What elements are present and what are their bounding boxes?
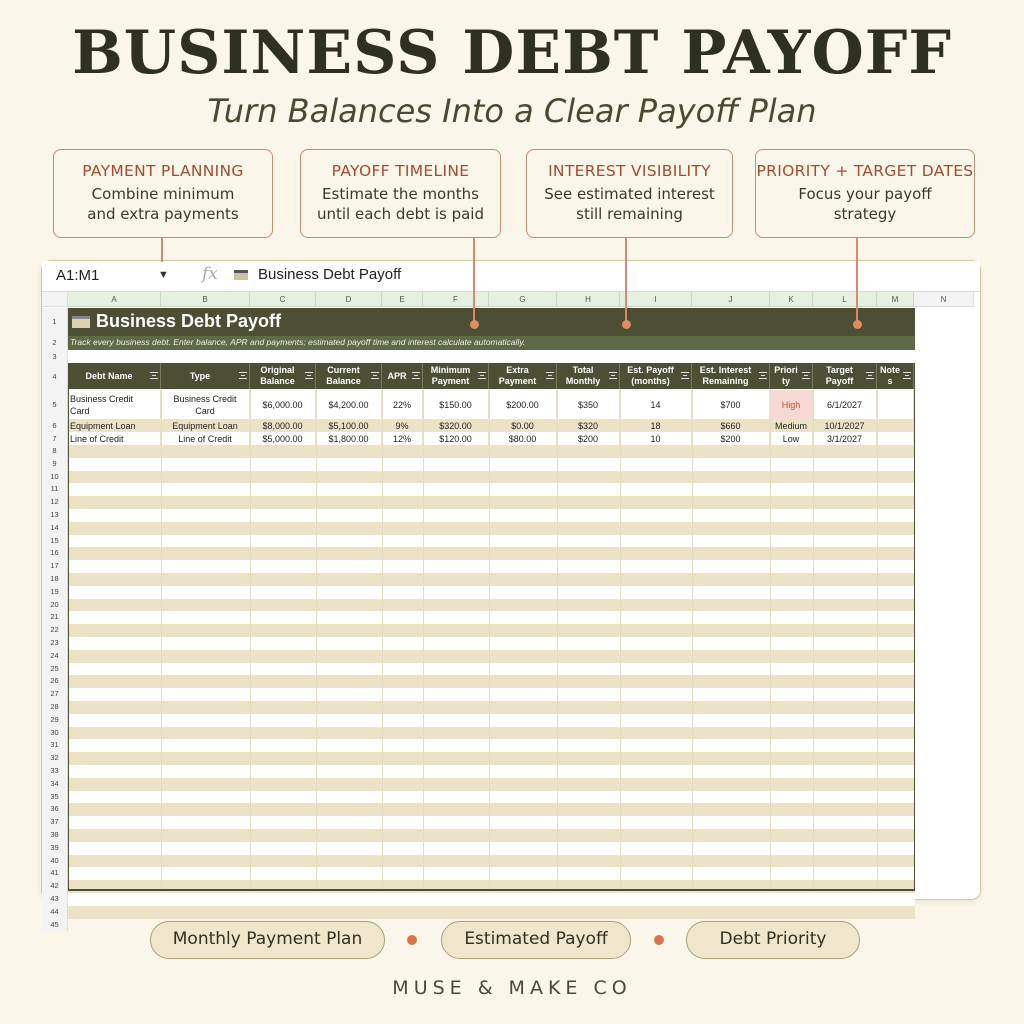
row-header[interactable]: 41: [42, 867, 68, 880]
table-cell-current[interactable]: [316, 390, 382, 419]
row-header[interactable]: 17: [42, 560, 68, 573]
callout-description: Combine minimum: [91, 185, 235, 203]
table-cell-name[interactable]: [68, 390, 161, 419]
row-header[interactable]: 25: [42, 663, 68, 676]
feature-pill: Estimated Payoff: [441, 921, 631, 959]
cell-value: 14: [650, 399, 661, 410]
table-cell-minimum[interactable]: [423, 419, 489, 432]
cell-value: [70, 420, 136, 432]
row-header[interactable]: 42: [42, 880, 68, 893]
cell-value: [70, 393, 133, 417]
table-header-text: Est. Interest: [699, 365, 752, 375]
filter-icon[interactable]: [305, 372, 313, 379]
table-cell-extra[interactable]: [489, 419, 557, 432]
table-header-text: Original: [260, 365, 295, 375]
cell-text: Line of Credit: [178, 433, 232, 444]
cell-text: Card: [195, 405, 215, 416]
row-header[interactable]: 35: [42, 791, 68, 804]
callout-connector: [161, 238, 163, 262]
table-header-label: [499, 365, 537, 387]
money-icon: [72, 316, 90, 328]
row-stripe: [68, 586, 915, 599]
row-header[interactable]: 28: [42, 701, 68, 714]
row-header[interactable]: 3: [42, 350, 68, 363]
filter-icon[interactable]: [802, 372, 810, 379]
table-header[interactable]: [250, 363, 316, 389]
table-header[interactable]: [161, 363, 250, 389]
table-header[interactable]: [423, 363, 489, 389]
table-header-label: [326, 365, 361, 387]
money-icon: [234, 270, 248, 280]
column-header-k[interactable]: K: [770, 292, 813, 307]
table-header-text: Target: [826, 365, 853, 375]
row-header[interactable]: 31: [42, 739, 68, 752]
table-header-text: Priori: [774, 365, 798, 375]
sheet-description-banner: [68, 336, 915, 350]
row-header[interactable]: 19: [42, 586, 68, 599]
table-header-text: Payoff: [825, 376, 854, 386]
row-header[interactable]: 40: [42, 855, 68, 868]
table-cell-target[interactable]: [813, 432, 877, 445]
sheet-title-banner: [68, 308, 915, 336]
column-header-a[interactable]: A: [68, 292, 161, 307]
callout-box: [53, 149, 273, 238]
cell-value: 3/1/2027: [826, 433, 863, 444]
table-header[interactable]: [692, 363, 770, 389]
row-stripe: [68, 483, 915, 496]
table-header-text: APR: [387, 370, 407, 381]
cell-text: Card: [70, 405, 90, 416]
row-stripe: [68, 637, 915, 650]
sheet-title: Business Debt Payoff: [96, 311, 282, 331]
cell-value: Medium: [774, 420, 807, 431]
table-header-label: [260, 365, 295, 387]
cell-value: $1,800.00: [328, 433, 369, 444]
filter-icon[interactable]: [759, 372, 767, 379]
table-header[interactable]: [620, 363, 692, 389]
callout-title: PRIORITY + TARGET DATES: [756, 162, 974, 180]
row-header[interactable]: 11: [42, 483, 68, 496]
table-cell-priority[interactable]: [770, 390, 813, 419]
table-header[interactable]: [813, 363, 877, 389]
row-header[interactable]: 44: [42, 906, 68, 919]
cell-value: $200: [577, 433, 599, 444]
main-title: BUSINESS DEBT PAYOFF: [72, 18, 952, 88]
row-stripe: [68, 547, 915, 560]
table-cell-current[interactable]: [316, 432, 382, 445]
callout-title: PAYOFF TIMELINE: [331, 162, 470, 180]
subtitle: Turn Balances Into a Clear Payoff Plan: [207, 92, 817, 130]
row-header[interactable]: 1: [42, 308, 68, 336]
table-header-text: Type: [189, 370, 211, 381]
row-header[interactable]: 33: [42, 765, 68, 778]
callout-box: [300, 149, 501, 238]
row-header[interactable]: 10: [42, 471, 68, 484]
cell-value: 12%: [392, 433, 411, 444]
filter-icon[interactable]: [478, 372, 486, 379]
column-header-g[interactable]: G: [489, 292, 557, 307]
table-header-label: [85, 371, 132, 382]
row-stripe: [68, 842, 915, 855]
row-header[interactable]: 7: [42, 432, 68, 445]
table-header-text: Balance: [260, 376, 295, 386]
table-header-text: Current: [327, 365, 360, 375]
column-header-i[interactable]: I: [620, 292, 692, 307]
cell-value: $4,200.00: [328, 399, 369, 410]
table-cell-name[interactable]: [68, 419, 161, 432]
separator-dot: [654, 935, 664, 945]
row-header[interactable]: 6: [42, 419, 68, 432]
cell-value: $6,000.00: [262, 399, 303, 410]
cell-value: $150.00: [439, 399, 472, 410]
table-header-text: Remaining: [702, 376, 749, 386]
cell-value: Low: [782, 433, 800, 444]
row-stripe: [68, 906, 915, 919]
callout-title: INTEREST VISIBILITY: [548, 162, 711, 180]
row-header[interactable]: 23: [42, 637, 68, 650]
row-stripe: [68, 599, 915, 612]
table-header-label: [566, 365, 601, 387]
row-stripe: [68, 816, 915, 829]
table-cell-type[interactable]: [161, 390, 250, 419]
row-stripe: [68, 803, 915, 816]
cell-value: $5,100.00: [328, 420, 369, 431]
table-cell-notes[interactable]: [877, 419, 914, 432]
row-stripe: [68, 471, 915, 484]
fx-icon: fx: [202, 264, 218, 284]
table-header-text: (months): [631, 376, 670, 386]
column-header-n[interactable]: N: [914, 292, 974, 307]
table-cell-notes[interactable]: [877, 432, 914, 445]
row-stripe: [68, 611, 915, 624]
row-header[interactable]: 32: [42, 752, 68, 765]
cell-value: $5,000.00: [262, 433, 303, 444]
row-stripe: [68, 535, 915, 548]
row-stripe: [68, 663, 915, 676]
cell-value: $350: [577, 399, 599, 410]
separator-dot: [407, 935, 417, 945]
feature-pill: Monthly Payment Plan: [150, 921, 385, 959]
table-cell-name[interactable]: [68, 432, 161, 445]
cell-value: 18: [650, 420, 661, 431]
table-header-text: Payment: [431, 376, 470, 386]
column-header-f[interactable]: F: [423, 292, 489, 307]
table-cell-minimum[interactable]: [423, 390, 489, 419]
row-stripe: [68, 855, 915, 868]
table-cell-minimum[interactable]: [423, 432, 489, 445]
row-stripe: [68, 496, 915, 509]
callout-connector: [473, 238, 475, 322]
sheet-description: Track every business debt. Enter balance, APR and payments; estimated payoff time and interest calculate automatically.: [70, 337, 526, 347]
table-cell-original[interactable]: [250, 419, 316, 432]
row-header[interactable]: 9: [42, 458, 68, 471]
callout-box: [755, 149, 975, 238]
cell-value: High: [781, 399, 801, 410]
cell-value: $200: [720, 433, 741, 444]
row-header[interactable]: 24: [42, 650, 68, 663]
cell-value: $320: [577, 420, 599, 431]
column-header-d[interactable]: D: [316, 292, 382, 307]
table-border: [914, 363, 915, 890]
table-header-text: Debt Name: [85, 370, 133, 381]
table-header[interactable]: [770, 363, 813, 389]
cell-text: Line of Credit: [70, 433, 124, 444]
table-cell-type[interactable]: [161, 432, 250, 445]
select-all-corner[interactable]: [42, 292, 68, 307]
callout-title: PAYMENT PLANNING: [82, 162, 244, 180]
table-header-text: Total: [572, 365, 594, 375]
row-stripe: [68, 509, 915, 522]
callout-description: and extra payments: [87, 205, 239, 223]
table-cell-priority[interactable]: [770, 419, 813, 432]
filter-icon[interactable]: [903, 372, 911, 379]
table-cell-months[interactable]: [620, 390, 692, 419]
row-header[interactable]: 29: [42, 714, 68, 727]
column-header-j[interactable]: J: [692, 292, 770, 307]
table-header-label: [190, 371, 210, 382]
table-cell-extra[interactable]: [489, 432, 557, 445]
row-stripe: [68, 893, 915, 906]
row-stripe: [68, 714, 915, 727]
cell-text: Equipment Loan: [172, 420, 238, 431]
callout-connector: [625, 238, 627, 322]
table-cell-apr[interactable]: [382, 432, 423, 445]
column-header-h[interactable]: H: [557, 292, 620, 307]
table-cell-apr[interactable]: [382, 419, 423, 432]
row-header[interactable]: 21: [42, 611, 68, 624]
row-stripe: [68, 739, 915, 752]
row-header[interactable]: 16: [42, 547, 68, 560]
table-header[interactable]: [877, 363, 914, 389]
callout-description: Estimate the months: [322, 185, 479, 203]
filter-icon[interactable]: [239, 372, 247, 379]
cell-text: Equipment Loan: [70, 420, 136, 431]
table-header-label: [774, 365, 798, 387]
cell-value: $320.00: [439, 420, 472, 431]
table-border: [68, 889, 915, 891]
cell-value: $8,000.00: [262, 420, 303, 431]
cell-value: $700: [720, 399, 741, 410]
row-header[interactable]: 18: [42, 573, 68, 586]
row-header[interactable]: 39: [42, 842, 68, 855]
row-header[interactable]: 26: [42, 675, 68, 688]
table-header-label: [627, 365, 674, 387]
callout-description: See estimated interest: [544, 185, 715, 203]
table-cell-total[interactable]: [557, 432, 620, 445]
table-header-text: Extra: [506, 365, 529, 375]
table-cell-total[interactable]: [557, 390, 620, 419]
cell-value: 6/1/2027: [826, 399, 863, 410]
table-header-text: Minimum: [430, 365, 471, 375]
row-stripe: [68, 829, 915, 842]
table-cell-target[interactable]: [813, 390, 877, 419]
name-box[interactable]: A1:M1: [56, 267, 100, 284]
table-header[interactable]: [68, 363, 161, 389]
row-stripe: [68, 791, 915, 804]
row-stripe: [68, 765, 915, 778]
table-header-text: ty: [781, 376, 790, 386]
row-header[interactable]: 30: [42, 727, 68, 740]
row-stripe: [68, 458, 915, 471]
row-header[interactable]: 5: [42, 390, 68, 419]
row-stripe: [68, 867, 915, 880]
row-header[interactable]: 15: [42, 535, 68, 548]
column-header-m[interactable]: M: [877, 292, 914, 307]
row-header[interactable]: 43: [42, 893, 68, 906]
table-cell-notes[interactable]: [877, 390, 914, 419]
row-header[interactable]: 8: [42, 445, 68, 458]
row-header[interactable]: 14: [42, 522, 68, 535]
table-header-label: [387, 371, 406, 382]
row-header[interactable]: 22: [42, 624, 68, 637]
cell-value: $200.00: [506, 399, 539, 410]
row-header[interactable]: 27: [42, 688, 68, 701]
row-header[interactable]: 45: [42, 919, 68, 932]
row-stripe: [68, 880, 915, 893]
row-stripe: [68, 752, 915, 765]
table-cell-original[interactable]: [250, 390, 316, 419]
table-header-text: Monthly: [565, 376, 601, 386]
row-header[interactable]: 38: [42, 829, 68, 842]
row-header[interactable]: 12: [42, 496, 68, 509]
callout-description: strategy: [833, 205, 897, 223]
cell-value: 9%: [395, 420, 409, 431]
table-header[interactable]: [382, 363, 423, 389]
table-cell-interest[interactable]: [692, 419, 770, 432]
filter-icon[interactable]: [546, 372, 554, 379]
table-cell-interest[interactable]: [692, 390, 770, 419]
row-header[interactable]: 20: [42, 599, 68, 612]
filter-icon[interactable]: [866, 372, 874, 379]
table-cell-apr[interactable]: [382, 390, 423, 419]
row-stripe: [68, 701, 915, 714]
table-header-text: Note: [880, 365, 900, 375]
formula-input[interactable]: Business Debt Payoff: [258, 266, 402, 283]
table-header-text: Est. Payoff: [627, 365, 674, 375]
table-header-text: Payment: [498, 376, 537, 386]
table-header-label: [826, 365, 854, 387]
row-stripe: [68, 573, 915, 586]
table-cell-type[interactable]: [161, 419, 250, 432]
row-stripe: [68, 778, 915, 791]
connector-dot: [470, 320, 479, 329]
table-cell-interest[interactable]: [692, 432, 770, 445]
row-header[interactable]: 36: [42, 803, 68, 816]
row-stripe: [68, 560, 915, 573]
table-cell-original[interactable]: [250, 432, 316, 445]
table-header[interactable]: [316, 363, 382, 389]
filter-icon[interactable]: [681, 372, 689, 379]
row-header[interactable]: 13: [42, 509, 68, 522]
table-cell-target[interactable]: [813, 419, 877, 432]
row-header[interactable]: 37: [42, 816, 68, 829]
cell-text: Business Credit: [173, 393, 237, 404]
cell-value: $120.00: [439, 433, 472, 444]
spreadsheet-window: [41, 260, 981, 929]
cell-value: $660: [720, 420, 741, 431]
cell-value: [178, 433, 232, 445]
chevron-down-icon[interactable]: ▼: [158, 269, 169, 281]
filter-icon[interactable]: [371, 372, 379, 379]
table-cell-total[interactable]: [557, 419, 620, 432]
cell-value: 10: [650, 433, 661, 444]
formula-bar: [42, 261, 980, 292]
row-stripe: [68, 624, 915, 637]
cell-value: [173, 393, 236, 417]
table-header-label: [700, 365, 752, 387]
table-header-text: Balance: [326, 376, 361, 386]
brand-name: MUSE & MAKE CO: [392, 977, 632, 999]
cell-value: [70, 433, 124, 445]
table-cell-priority[interactable]: [770, 432, 813, 445]
column-header-l[interactable]: L: [813, 292, 877, 307]
filter-icon[interactable]: [150, 372, 158, 379]
table-header[interactable]: [557, 363, 620, 389]
table-border: [68, 363, 69, 890]
connector-dot: [622, 320, 631, 329]
callout-connector: [856, 238, 858, 322]
row-header[interactable]: 2: [42, 336, 68, 350]
cell-value: [172, 420, 238, 432]
table-cell-months[interactable]: [620, 419, 692, 432]
callout-description: until each debt is paid: [316, 205, 484, 223]
cell-value: $80.00: [508, 433, 537, 444]
table-cell-extra[interactable]: [489, 390, 557, 419]
callout-description: Focus your payoff: [798, 185, 932, 203]
row-stripe: [68, 727, 915, 740]
table-header-text: s: [887, 376, 893, 386]
table-header-label: [880, 365, 900, 387]
cell-text: Business Credit: [70, 393, 134, 404]
row-stripe: [68, 522, 915, 535]
cell-value: 10/1/2027: [824, 420, 865, 431]
table-cell-current[interactable]: [316, 419, 382, 432]
row-stripe: [68, 445, 915, 458]
table-header[interactable]: [489, 363, 557, 389]
column-header-b[interactable]: B: [161, 292, 250, 307]
callout-box: [526, 149, 733, 238]
cell-value: 22%: [392, 399, 411, 410]
cell-value: $0.00: [511, 420, 534, 431]
connector-dot: [853, 320, 862, 329]
row-header[interactable]: 34: [42, 778, 68, 791]
table-cell-months[interactable]: [620, 432, 692, 445]
row-stripe: [68, 650, 915, 663]
row-stripe: [68, 688, 915, 701]
table-header-label: [431, 365, 471, 387]
column-header-c[interactable]: C: [250, 292, 316, 307]
row-header[interactable]: 4: [42, 363, 68, 390]
feature-pill: Debt Priority: [686, 921, 860, 959]
filter-icon[interactable]: [412, 372, 420, 379]
row-stripe: [68, 675, 915, 688]
filter-icon[interactable]: [609, 372, 617, 379]
column-header-e[interactable]: E: [382, 292, 423, 307]
callout-description: still remaining: [576, 205, 683, 223]
